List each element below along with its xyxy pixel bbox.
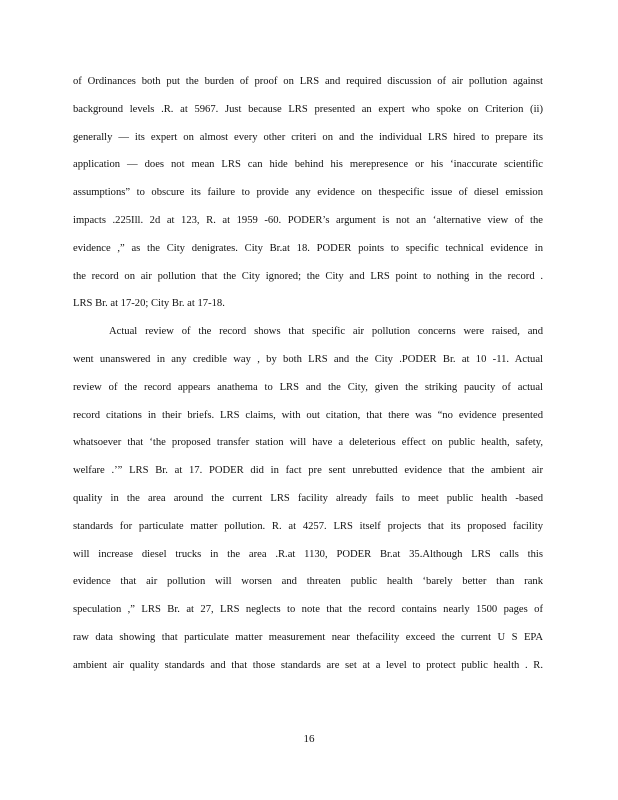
text-line: will increase diesel trucks in the area .R.at 1130, PODER Br.at 35.Although LRS calls this (73, 548, 543, 560)
text-line: record citations in their briefs. LRS claims, with out citation, that there was “no evidence presented (73, 409, 543, 421)
text-line: whatsoever that ‘the proposed transfer station will have a deleterious effect on public health, safety, (73, 437, 543, 449)
text-line: of Ordinances both put the burden of proof on LRS and required discussion of air pollution against (73, 76, 543, 87)
text-line: evidence ,” as the City denigrates. City Br.at 18. PODER points to specific technical evidence in (73, 242, 543, 254)
text-line: impacts .225Ill. 2d at 123, R. at 1959 -60. PODER’s argument is not an ‘alternative view of the (73, 214, 543, 226)
text-line: application — does not mean LRS can hide behind his merepresence or his ‘inaccurate scientific (73, 159, 543, 171)
text-line: generally — its expert on almost every other criteri on and the individual LRS hired to prepare its (73, 131, 543, 143)
paragraph-2 (73, 318, 543, 679)
text-line: evidence that air pollution will worsen and threaten public health ‘barely better than rank (73, 576, 543, 588)
text-line: quality in the area around the current LRS facility already fails to meet public health -based (73, 492, 543, 504)
text-line: review of the record appears anathema to LRS and the City, given the striking paucity of actual (73, 381, 543, 393)
text-line: the record on air pollution that the City ignored; the City and LRS point to nothing in the record . (73, 270, 543, 282)
text-line: assumptions” to obscure its failure to provide any evidence on thespecific issue of diesel emission (73, 187, 543, 199)
page-number: 16 (303, 733, 315, 745)
text-line: background levels .R. at 5967. Just because LRS presented an expert who spoke on Criterion (ii) (73, 103, 543, 115)
paragraph-1 (73, 68, 543, 318)
text-line: standards for particulate matter pollution. R. at 4257. LRS itself projects that its proposed facility (73, 520, 543, 532)
text-line: ambient air quality standards and that those standards are set at a level to protect public health . R. (73, 659, 543, 671)
text-line: LRS Br. at 17-20; City Br. at 17-18. (73, 298, 225, 310)
text-line: raw data showing that particulate matter measurement near thefacility exceed the current U S EPA (73, 631, 543, 643)
text-line: Actual review of the record shows that specific air pollution concerns were raised, and (109, 326, 543, 338)
text-line: welfare .’” LRS Br. at 17. PODER did in fact pre sent unrebutted evidence that the ambient air (73, 465, 543, 477)
text-line: speculation ,” LRS Br. at 27, LRS neglects to note that the record contains nearly 1500 pages of (73, 604, 543, 616)
body-text (73, 68, 543, 680)
text-line: went unanswered in any credible way , by both LRS and the City .PODER Br. at 10 -11. Actual (73, 353, 543, 365)
